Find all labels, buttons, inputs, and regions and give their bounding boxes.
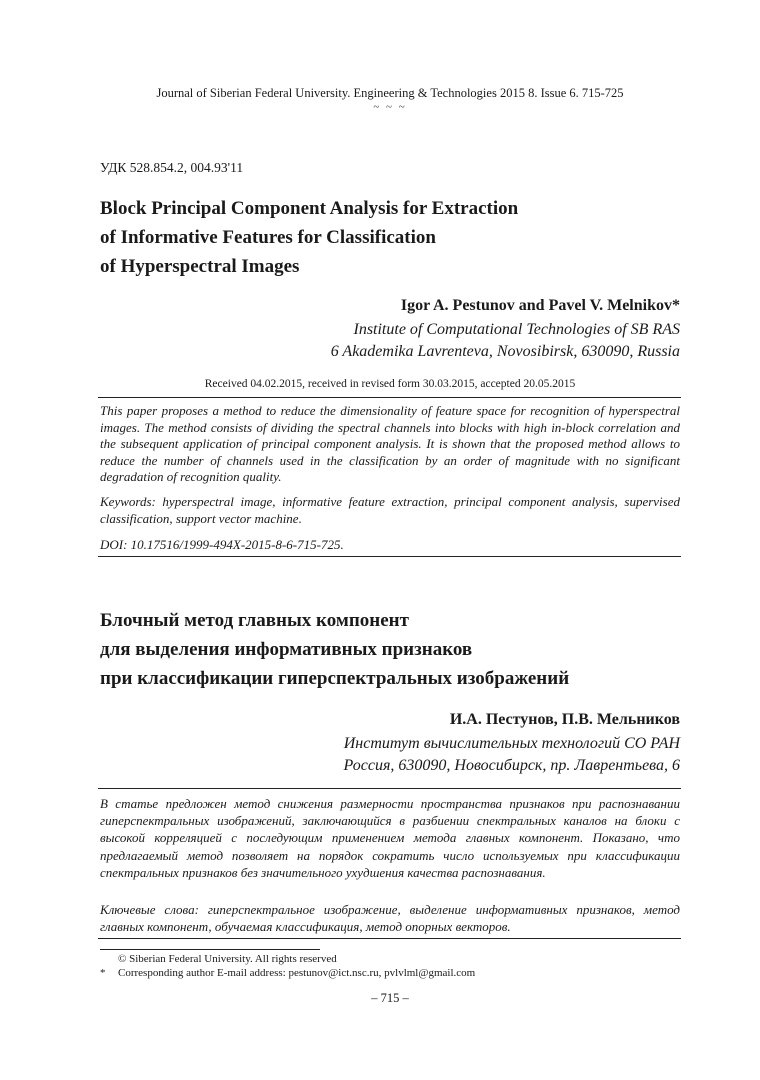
corresponding-author-footnote [100,967,475,979]
copyright-footnote: © Siberian Federal University. All rights reserved [118,953,337,965]
footnote-divider [100,949,320,950]
received-dates: Received 04.02.2015, received in revised form 30.03.2015, accepted 20.05.2015 [204,378,576,390]
address-english: 6 Akademika Lavrenteva, Novosibirsk, 630090, Russia [330,343,680,360]
journal-header: Journal of Siberian Federal University. Engineering & Technologies 2015 8. Issue 6. 715-725 [156,86,624,100]
title-line: при классификации гиперспектральных изображений [100,668,570,689]
keywords-russian: Ключевые слова: гиперспектральное изображение, выделение информативных признаков, метод главных компонент, обучаемая классификация, метод опорных векторов. [100,902,680,934]
institution-english: Institute of Computational Technologies of SB RAS [353,321,680,338]
divider [98,788,681,789]
title-line: of Informative Features for Classification [100,227,436,248]
abstract-russian: В статье предложен метод снижения размерности пространства признаков при распознавании гиперспектральных изображений, заключающийся в разбиении спектральных каналов на блоки с высокой корреляцией с последующим применением метода главных компонент. Показано, что предлагаемый метод позволяет на порядок сократить число используемых при классификации спектральных признаков без значительного ухудшения качества распознавания. [100,796,680,880]
authors-russian: И.А. Пестунов, П.В. Мельников [449,711,680,728]
affiliation-russian [344,733,680,777]
article-title-russian [100,606,569,693]
title-line: для выделения информативных признаков [100,639,473,660]
footnote-mark: * [100,967,106,979]
address-russian: Россия, 630090, Новосибирск, пр. Лаврентьева, 6 [343,757,680,774]
divider [98,938,681,939]
title-line: Block Principal Component Analysis for Extraction [100,198,519,219]
title-line: of Hyperspectral Images [100,256,300,277]
corresponding-author-text: Corresponding author E-mail address: pestunov@ict.nsc.ru, pvlvlml@gmail.com [118,967,476,979]
doi: DOI: 10.17516/1999-494X-2015-8-6-715-725. [100,537,344,552]
abstract-english: This paper proposes a method to reduce the dimensionality of feature space for recognition of hyperspectral images. The method consists of dividing the spectral channels into blocks with high in-block correlation and the subsequent application of principal component analysis. It is shown that the proposed method allows to reduce the number of channels used in the classification by an order of magnitude with no significant degradation of recognition quality. [100,403,680,485]
authors-english: Igor A. Pestunov and Pavel V. Melnikov* [400,297,680,314]
article-title-english [100,194,518,281]
divider [98,556,681,557]
page-number: – 715 – [371,991,409,1005]
affiliation-english [331,319,680,363]
divider [98,397,681,398]
institution-russian: Институт вычислительных технологий СО РАН [343,735,680,752]
header-separator: ~ ~ ~ [373,101,407,113]
udk-code: УДК 528.854.2, 004.93'11 [100,160,244,175]
title-line: Блочный метод главных компонент [100,610,409,631]
keywords-english: Keywords: hyperspectral image, informative feature extraction, principal component analysis, supervised classification, support vector machine. [100,494,680,526]
